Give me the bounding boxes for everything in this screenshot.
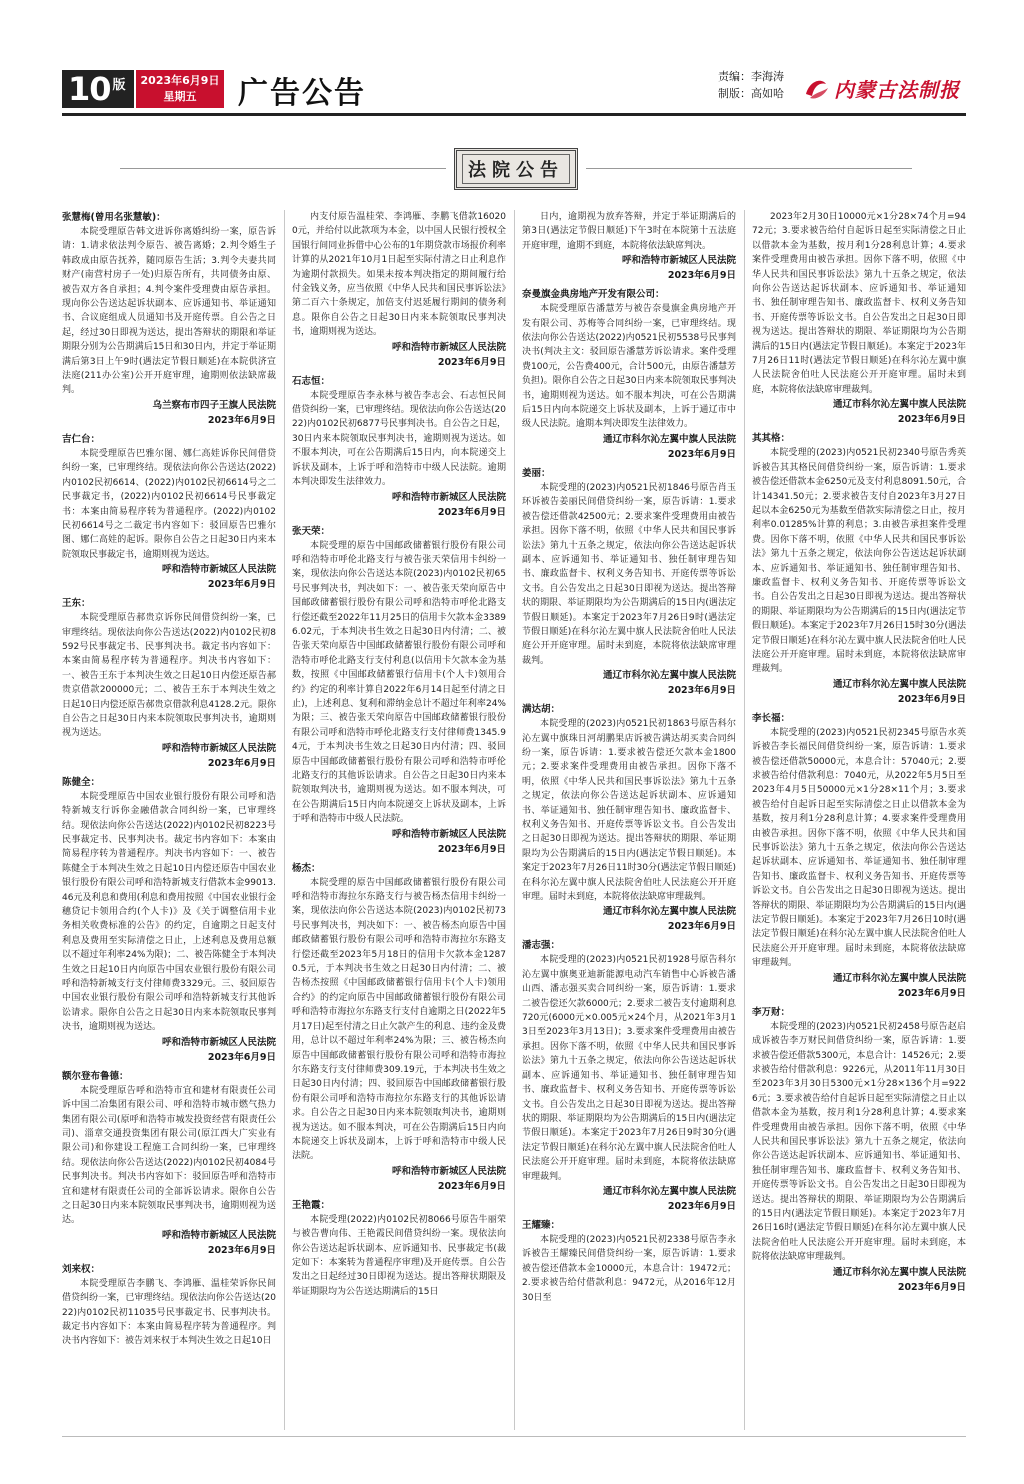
notice-court-signature: 通辽市科尔沁左翼中旗人民法院: [602, 433, 736, 445]
notice-body: 2023年2月30日10000元×1分28×74个月=9472元；3.要求被告给付自起诉日起至实际清偿之日止以借款本金为基数，按月利1分28利息计算；4.要求案件受理费用由被告承担。因你下落不明，依照《中华人民共和国民事诉讼法》第九十五条之规定，依法向你公告送达起诉状副本、应诉通知书、举证通知书、独任制审理告知书、廉政监督卡、权利义务告知书、开庭传票等诉讼文书。自公告发出之日起30日即视为送达。提出答辩状的期限、举证期限均为公告期满后的15日内(遇法定节假日顺延)。本案定于2023年7月26日11时(遇法定节假日顺延)在科尔沁左翼中旗人民法院舍伯吐人民法庭公开开庭审理。届时未到庭，本院将依法缺席审理裁判。: [752, 212, 966, 395]
notice-court-signature: 通辽市科尔沁左翼中旗人民法院: [602, 670, 736, 682]
notice-court-signature: 乌兰察布市四子王旗人民法院: [152, 399, 276, 411]
notice-court-signature: 呼和浩特市新城区人民法院: [391, 828, 506, 840]
court-notice: [522, 287, 736, 462]
notice-addressee: 王艳霞：: [292, 1199, 331, 1211]
masthead-rule: [62, 113, 966, 116]
issue-weekday: 星期五: [163, 90, 197, 103]
notice-body: 本院受理原告中国农业银行股份有限公司呼和浩特新城支行诉你金融借款合同纠纷一案，已审理终结。现依法向你公告送达(2022)内0102民初8223号民事裁定书、民事判决书。裁定书内容如下：本案由简易程序转为普通程序。判决书内容如下：一、被告陈健全于本判决生效之日起10日内偿还原告中国农业银行股份有限公司呼和浩特新城支行借款本金99013.46元及利息和费用(利息和费用按照《中国农业银行金穗贷记卡领用合约(个人卡)》及《关于调整信用卡业务相关收费标准的公告》的约定，自逾期之日起支付利息及费用至实际清偿之日止，上述利息及费用总额以不超过年利率24%为限)；二、被告陈健全于本判决生效之日起10日内向原告中国农业银行股份有限公司呼和浩特新城支行支付律师费3329元。三、驳回原告中国农业银行股份有限公司呼和浩特新城支行其他诉讼请求。限你自公告之日起30日内来本院领取民事判决书，逾期则视为送达。: [62, 791, 276, 1033]
notice-addressee: 王耀臻：: [522, 1219, 561, 1231]
notice-body: 本院受理的原告中国邮政储蓄银行股份有限公司呼和浩特市海拉尔东路支行与被告杨杰信用卡纠纷一案，现依法向你公告送达本院(2023)内0102民初73号民事判决书，判决如下：一、被告杨杰向原告中国邮政储蓄银行股份有限公司呼和浩特市海拉尔东路支行偿还截至2023年5月18日的信用卡欠款本金12870.5元，于本判决书生效之日起30日内付清；二、被告杨杰按照《中国邮政储蓄银行信用卡(个人卡)领用合约》的约定向原告中国邮政储蓄银行股份有限公司呼和浩特市海拉尔东路支行支付自逾期之日(2022年5月17日)起至付清之日止欠款产生的利息、违约金及费用，总计以不超过年利率24%为限；三、被告杨杰向原告中国邮政储蓄银行股份有限公司呼和浩特市海拉尔东路支行支付律师费309.19元，于本判决书生效之日起30日内付清；四、驳回原告中国邮政储蓄银行股份有限公司呼和浩特市海拉尔东路支行的其他诉讼请求。自公告之日起30日内来本院领取判决书，逾期则视为送达。如不服本判决，可在公告期满后15日内向本院递交上诉状及副本，上诉于呼和浩特市中级人民法院。: [292, 877, 506, 1162]
page-number-suffix: 版: [112, 78, 126, 93]
court-notice: [292, 374, 506, 520]
notice-addressee: 姜丽：: [522, 467, 551, 479]
notice-body: 本院受理的(2023)内0521民初2340号原告秀英诉被告其其格民间借贷纠纷一案，原告诉请：1.要求被告偿还借款本金6250元及支付利息8091.50元，合计14341.50元；2.要求被告支付自2023年3月27日起以本金6250元为基数至借款实际清偿之日止，按月利率0.01285%计算的利息；3.由被告承担案件受理费。因你下落不明，依照《中华人民共和国民事诉讼法》第九十五条之规定，依法向你公告送达起诉状副本、应诉通知书、举证通知书、独任制审理告知书、廉政监督卡、权利义务告知书、开庭传票等诉讼文书。自公告发出之日起30日即视为送达。提出答辩状的期限、举证期限均为公告期满后的15日内(遇法定节假日顺延)。本案定于2023年7月26日15时30分(遇法定节假日顺延)在科尔沁左翼中旗人民法院舍伯吐人民法庭公开开庭审理。届时未到庭，本院将依法缺席审理裁判。: [752, 448, 966, 675]
notice-date: 2023年6月9日: [667, 270, 736, 282]
notice-date: 2023年6月9日: [207, 579, 276, 591]
court-notice: [292, 1198, 506, 1299]
notice-addressee: 吉仁台：: [62, 433, 101, 445]
notice-column-4: [752, 210, 966, 1430]
notice-date: 2023年6月9日: [437, 506, 506, 518]
court-notice: [752, 210, 966, 427]
court-notice: [522, 938, 736, 1214]
section-title: 广告公告: [238, 76, 366, 111]
column-divider: [744, 210, 745, 1430]
court-notice: [752, 431, 966, 707]
court-notice: [522, 1218, 736, 1305]
notice-court-signature: 呼和浩特市新城区人民法院: [391, 1165, 506, 1177]
notice-addressee: 其其格：: [752, 433, 791, 445]
court-notice: [752, 1005, 966, 1295]
notice-addressee: 李万财：: [752, 1006, 791, 1018]
staff-credits: [718, 68, 784, 102]
notice-court-signature: 呼和浩特市新城区人民法院: [391, 341, 506, 353]
notice-date: 2023年6月9日: [667, 448, 736, 460]
notice-court-signature: 通辽市科尔沁左翼中旗人民法院: [602, 1185, 736, 1197]
notice-court-signature: 通辽市科尔沁左翼中旗人民法院: [832, 972, 966, 984]
notice-addressee: 奈曼旗金典房地产开发有限公司：: [522, 289, 665, 301]
notice-addressee: 王东：: [62, 598, 91, 610]
notice-court-signature: 通辽市科尔沁左翼中旗人民法院: [602, 906, 736, 918]
issue-date: 2023年6月9日: [140, 74, 220, 87]
notice-court-signature: 呼和浩特市新城区人民法院: [161, 742, 276, 754]
notice-addressee: 杨杰：: [292, 862, 321, 874]
notice-addressee: 刘来权：: [62, 1263, 101, 1275]
notice-addressee: 潘志强：: [522, 940, 561, 952]
notice-court-signature: 通辽市科尔沁左翼中旗人民法院: [832, 1266, 966, 1278]
notice-date: 2023年6月9日: [207, 757, 276, 769]
notice-date: 2023年6月9日: [207, 1051, 276, 1063]
court-notice: [522, 210, 736, 283]
column-divider: [514, 210, 515, 1430]
court-notice: [522, 466, 736, 698]
notice-body: 本院受理(2022)内0102民初8066号原告牛丽荣与被告曹向伟、王艳霞民间借贷纠纷一案。现依法向你公告送达起诉状副本、应诉通知书、民事裁定书(裁定如下：本案转为普通程序审理)及开庭传票。自公告发出之日起经过30日即视为送达。提出答辩状期限及举证期限均为公告送达期满后的15日: [292, 1214, 506, 1297]
court-notice: [292, 861, 506, 1194]
notice-body: 本院受理原告韩文进诉你离婚纠纷一案，原告诉请：1.请求依法判令原告、被告离婚；2.判令婚生子韩政成由原告抚养，随同原告生活；3.判令夫妻共同财产(南营村房子一处)归原告所有，共同债务由原、被告双方各自承担；4.判令案件受理费由原告承担。现向你公告送达起诉状副本、应诉通知书、举证通知书、合议庭组成人员通知书及开庭传票。自公告之日起，经过30日即视为送达，提出答辩状的期限和举证期限分别为公告期满后15日和30日内，并定于举证期满后第3日上午9时(遇法定节假日顺延)在本院供济宣法庭(211办公室)公开开庭审理，逾期则依法缺席裁判。: [62, 227, 276, 396]
notice-addressee: 陈健全：: [62, 776, 101, 788]
notice-column-3: [522, 210, 736, 1430]
banner-rule-right: [586, 168, 912, 169]
notice-date: 2023年6月9日: [667, 1200, 736, 1212]
notice-date: 2023年6月9日: [437, 843, 506, 855]
court-notice-banner: [454, 148, 578, 190]
issue-date-badge: [136, 70, 224, 108]
notice-body: 内支付原告温桂荣、李鸿雁、李鹏飞借款160200元，并给付以此款项为本金，以中国人民银行授权全国银行间同业拆借中心公布的1年期贷款市场报价利率计算的从2021年10月1日起至实际付清之日止利息作为逾期付款损失。如果未按本判决指定的期间履行给付金钱义务，应当依照《中华人民共和国民事诉讼法》第二百六十条规定，加倍支付迟延履行期间的债务利息。限你自公告之日起30日内来本院领取民事判决书，逾期则视为送达。: [292, 212, 506, 338]
notice-body: 本院受理原告呼和浩特市宜和建材有限责任公司诉中国二冶集团有限公司、呼和浩特市城市燃气热力集团有限公司(原呼和浩特市城发投资经营有限责任公司)、淄章交通投资集团有限公司(原江西大广实业有限公司)和你建设工程施工合同纠纷一案，已审理终结。现依法向你公告送达(2022)内0102民初4084号民事判决书。判决书内容如下：驳回原告呼和浩特市宜和建材有限责任公司的全部诉讼请求。限你自公告之日起30日内来本院领取民事判决书，逾期则视为送达。: [62, 1085, 276, 1226]
banner-rule-left: [120, 168, 446, 169]
page-number: 10: [68, 70, 111, 108]
notice-court-signature: 呼和浩特市新城区人民法院: [161, 1036, 276, 1048]
court-notice: [62, 432, 276, 592]
notice-court-signature: 呼和浩特市新城区人民法院: [621, 255, 736, 267]
notice-addressee: 石志恒：: [292, 375, 331, 387]
notice-date: 2023年6月9日: [897, 1281, 966, 1293]
court-notice: [62, 210, 276, 428]
notice-date: 2023年6月9日: [897, 693, 966, 705]
footer-rule: [62, 1436, 966, 1437]
notice-court-signature: 通辽市科尔沁左翼中旗人民法院: [832, 678, 966, 690]
banner-title: 法院公告: [462, 154, 570, 184]
notice-body: 本院受理原告巴雅尔图、娜仁高娃诉你民间借贷纠纷一案，已审理终结。现依法向你公告送达(2022)内0102民初6614、(2022)内0102民初6614号之二民事裁定书，(2022)内0102民初6614号民事裁定书：本案由简易程序转为普通程序。(2022)内0102民初6614号之二裁定书内容如下：驳回原告巴雅尔图、娜仁高娃的起诉。限你自公告之日起30日内来本院领取民事裁定书，逾期则视为送达。: [62, 448, 276, 560]
newspaper-name: 内蒙古法制报: [834, 77, 960, 102]
notice-date: 2023年6月9日: [437, 356, 506, 368]
notice-body: 本院受理的(2023)内0521民初2338号原告李永诉被告王耀臻民间借贷纠纷一案，原告诉请：1.要求被告偿还借款本金10000元，本息合计：19472元；2.要求被告给付借款利息：9472元，从2016年12月30日至: [522, 1234, 736, 1303]
notice-date: 2023年6月9日: [897, 414, 966, 426]
notice-column-2: [292, 210, 506, 1430]
court-notice: [62, 775, 276, 1065]
notice-body: 本院受理的(2023)内0521民初2345号原告水英诉被告李长福民间借贷纠纷一案，原告诉请：1.要求被告偿还借款50000元，本息合计：57040元；2.要求被告给付借款利息：7040元，从2022年5月5日至2023年4月5日50000元×1分28×11个月；3.要求被告给付自起诉日起至实际清偿之日止以借款本金为基数，按月利1分28利息计算；4.要求案件受理费用由被告承担。因你下落不明，依照《中华人民共和国民事诉讼法》第九十五条之规定，依法向你公告送达起诉状副本、应诉通知书、举证通知书、独任制审理告知书、廉政监督卡、权利义务告知书、开庭传票等诉讼文书。自公告发出之日起30日即视为送达。提出答辩状的期限、举证期限均为公告期满后的15日内(遇法定节假日顺延)。本案定于2023年7月26日10时(遇法定节假日顺延)在科尔沁左翼中旗人民法院舍伯吐人民法庭公开开庭审理。届时未到庭，本院将依法缺席审理裁判。: [752, 727, 966, 969]
notice-date: 2023年6月9日: [897, 987, 966, 999]
notice-date: 2023年6月9日: [207, 1244, 276, 1256]
notice-body: 本院受理原告潘慧芳与被告奈曼旗金典房地产开发有限公司、苏梅等合同纠纷一案，已审理终结。现依法向你公告送达(2022)内0521民初5538号民事判决书(判决主文：驳回原告潘慧芳诉讼请求。案件受理费100元，公告费400元，合计500元，由原告潘慧芳负担)。限你自公告之日起30日内来本院领取民事判决书，逾期则视为送达。如不服本判决，可在公告期满后15日内向本院递交上诉状及副本，上诉于通辽市中级人民法院。逾期本判决即发生法律效力。: [522, 304, 736, 430]
page-number-badge: [62, 70, 134, 108]
notice-body: 本院受理原告李鹏飞、李鸿雁、温桂荣诉你民间借贷纠纷一案，已审理终结。现依法向你公告送达(2022)内0102民初11035号民事裁定书、民事判决书。裁定书内容如下：本案由简易程序转为普通程序。判决书内容如下：被告刘来权于本判决生效之日起10日: [62, 1278, 276, 1347]
court-notice: [62, 1069, 276, 1258]
notice-body: 日内，逾期视为放弃答辩，并定于举证期满后的第3日(遇法定节假日顺延)下午3时在本院第十五法庭开庭审理，逾期不到庭，本院将依法缺席判决。: [522, 212, 736, 251]
notice-body: 本院受理的(2023)内0521民初1928号原告科尔沁左翼中旗奥亚迪新能源电动汽车销售中心诉被告潘山西、潘志强买卖合同纠纷一案，原告诉请：1.要求二被告偿还欠款6000元；2.要求二被告支付逾期利息720元(6000元×0.005元×24个月，从2021年3月13日至2023年3月13日)；3.要求案件受理费用由被告承担。因你下落不明，依照《中华人民共和国民事诉讼法》第九十五条之规定，依法向你公告送达起诉状副本、应诉通知书、举证通知书、独任制审理告知书、廉政监督卡、权利义务告知书、开庭传票等诉讼文书。自公告发出之日起30日即视为送达。提出答辩状的期限、举证期限均为公告期满后的15日内(遇法定节假日顺延)。本案定于2023年7月26日9时30分(遇法定节假日顺延)在科尔沁左翼中旗人民法院舍伯吐人民法庭公开开庭审理。届时未到庭，本院将依法缺席审理裁判。: [522, 955, 736, 1182]
notice-body: 本院受理的原告中国邮政储蓄银行股份有限公司呼和浩特市呼伦北路支行与被告张天荣信用卡纠纷一案，现依法向你公告送达本院(2023)内0102民初65号民事判决书，判决如下：一、被告张天荣向原告中国邮政储蓄银行股份有限公司呼和浩特市呼伦北路支行偿还截至2022年11月25日的信用卡欠款本金33896.02元，于本判决书生效之日起30日内付清；二、被告张天荣向原告中国邮政储蓄银行股份有限公司呼和浩特市呼伦北路支行支付利息(以信用卡欠款本金为基数，按照《中国邮政储蓄银行信用卡(个人卡)领用合约》约定的利率计算自2022年6月14日起至付清之日止)，上述利息、复利和滞纳金总计不超过年利率24%为限；三、被告张天荣向原告中国邮政储蓄银行股份有限公司呼和浩特市呼伦北路支行支付律师费1345.94元，于本判决书生效之日起30日内付清；四、驳回原告中国邮政储蓄银行股份有限公司呼和浩特市呼伦北路支行的其他诉讼请求。自公告之日起30日内来本院领取判决书，逾期则视为送达。如不服本判决，可在公告期满后15日内向本院递交上诉状及副本，上诉于呼和浩特市中级人民法院。: [292, 540, 506, 825]
court-notice: [752, 711, 966, 1001]
notice-date: 2023年6月9日: [207, 414, 276, 426]
notice-court-signature: 呼和浩特市新城区人民法院: [161, 564, 276, 576]
notice-court-signature: 呼和浩特市新城区人民法院: [161, 1229, 276, 1241]
court-notice: [292, 210, 506, 370]
notice-date: 2023年6月9日: [667, 685, 736, 697]
notice-body: 本院受理原告李永林与被告李志会、石志恒民间借贷纠纷一案，已审理终结。现依法向你公告送达(2022)内0102民初6877号民事判决书。自公告之日起，30日内来本院领取民事判决书，逾期则视为送达。如不服本判决，可在公告期满后15日内，向本院递交上诉状及副本，上诉于呼和浩特市中级人民法院。逾期本判决即发生法律效力。: [292, 390, 506, 488]
logo-emblem-icon: [802, 74, 830, 102]
notice-body: 本院受理的(2023)内0521民初1846号原告肖玉环诉被告姜丽民间借贷纠纷一案，原告诉请：1.要求被告偿还借款42500元；2.要求案件受理费用由被告承担。因你下落不明，依照《中华人民共和国民事诉讼法》第九十五条之规定，依法向你公告送达起诉状副本、应诉通知书、举证通知书、独任制审理告知书、廉政监督卡、权利义务告知书、开庭传票等诉讼文书。自公告发出之日起30日即视为送达。提出答辩状的期限、举证期限均为公告期满后的15日内(遇法定节假日顺延)。本案定于2023年7月26日9时(遇法定节假日顺延)在科尔沁左翼中旗人民法院舍伯吐人民法庭公开开庭审理。届时未到庭，本院将依法缺席审理裁判。: [522, 482, 736, 666]
notice-addressee: 满达胡：: [522, 704, 561, 716]
column-divider: [284, 210, 285, 1430]
newspaper-logo: [802, 70, 966, 106]
notice-date: 2023年6月9日: [437, 1180, 506, 1192]
designer-credit: 制版：高如哈: [718, 87, 784, 100]
notice-court-signature: 通辽市科尔沁左翼中旗人民法院: [832, 399, 966, 411]
court-notice: [62, 596, 276, 771]
court-notice: [292, 524, 506, 857]
court-notice: [522, 702, 736, 934]
notice-addressee: 张天荣：: [292, 525, 331, 537]
notice-column-1: [62, 210, 276, 1430]
court-notice: [62, 1262, 276, 1349]
editor-credit: 责编：李海涛: [718, 70, 784, 83]
masthead: [62, 64, 966, 114]
notice-body: 本院受理的(2023)内0521民初1863号原告科尔沁左翼中旗珠日河胡鹏果店诉被告满达胡买卖合同纠纷一案，原告诉请：1.要求被告偿还欠款本金1800元；2.要求案件受理费用由被告承担。因你下落不明，依照《中华人民共和国民事诉讼法》第九十五条之规定，依法向你公告送达起诉状副本、应诉通知书、举证通知书、独任制审理告知书、廉政监督卡、权利义务告知书、开庭传票等诉讼文书。自公告发出之日起30日即视为送达。提出答辩状的期限、举证期限均为公告期满后的15日内(遇法定节假日顺延)。本案定于2023年7月26日11时30分(遇法定节假日顺延)在科尔沁左翼中旗人民法院舍伯吐人民法庭公开开庭审理。届时未到庭，本院将依法缺席审理裁判。: [522, 719, 736, 903]
notice-date: 2023年6月9日: [667, 921, 736, 933]
notice-addressee: 额尔登布鲁德：: [62, 1070, 129, 1082]
notice-body: 本院受理原告郝贵京诉你民间借贷纠纷一案，已审理终结。现依法向你公告送达(2022)内0102民初8592号民事裁定书、民事判决书。裁定书内容如下：本案由简易程序转为普通程序。判决书内容如下：一、被告王东于本判决生效之日起10日内偿还原告郝贵京借款200000元；二、被告王东于本判决生效之日起10日内偿还原告郝贵京借款利息4128.2元。限你自公告之日起30日内来本院领取民事判决书，逾期则视为送达。: [62, 613, 276, 739]
notice-court-signature: 呼和浩特市新城区人民法院: [391, 491, 506, 503]
notice-body: 本院受理的(2023)内0521民初2458号原告赵启成诉被告李万财民间借贷纠纷一案，原告诉请：1.要求被告偿还借款5300元，本息合计：14526元；2.要求被告给付借款利息：9226元，从2011年11月30日至2023年3月30日5300元×1分28×136个月=9226元；3.要求被告给付自起诉日起至实际清偿之日止以借款本金为基数，按月利1分28利息计算；4.要求案件受理费用由被告承担。因你下落不明，依照《中华人民共和国民事诉讼法》第九十五条之规定，依法向你公告送达起诉状副本、应诉通知书、举证通知书、独任制审理告知书、廉政监督卡、权利义务告知书、开庭传票等诉讼文书。自公告发出之日起30日即视为送达。提出答辩状的期限、举证期限均为公告期满后的15日内(遇法定节假日顺延)。本案定于2023年7月26日16时(遇法定节假日顺延)在科尔沁左翼中旗人民法院舍伯吐人民法庭公开开庭审理。届时未到庭，本院将依法缺席审理裁判。: [752, 1021, 966, 1263]
notice-addressee: 李长福：: [752, 712, 791, 724]
notice-addressee: 张慧梅(曾用名张慧敏)：: [62, 212, 166, 223]
